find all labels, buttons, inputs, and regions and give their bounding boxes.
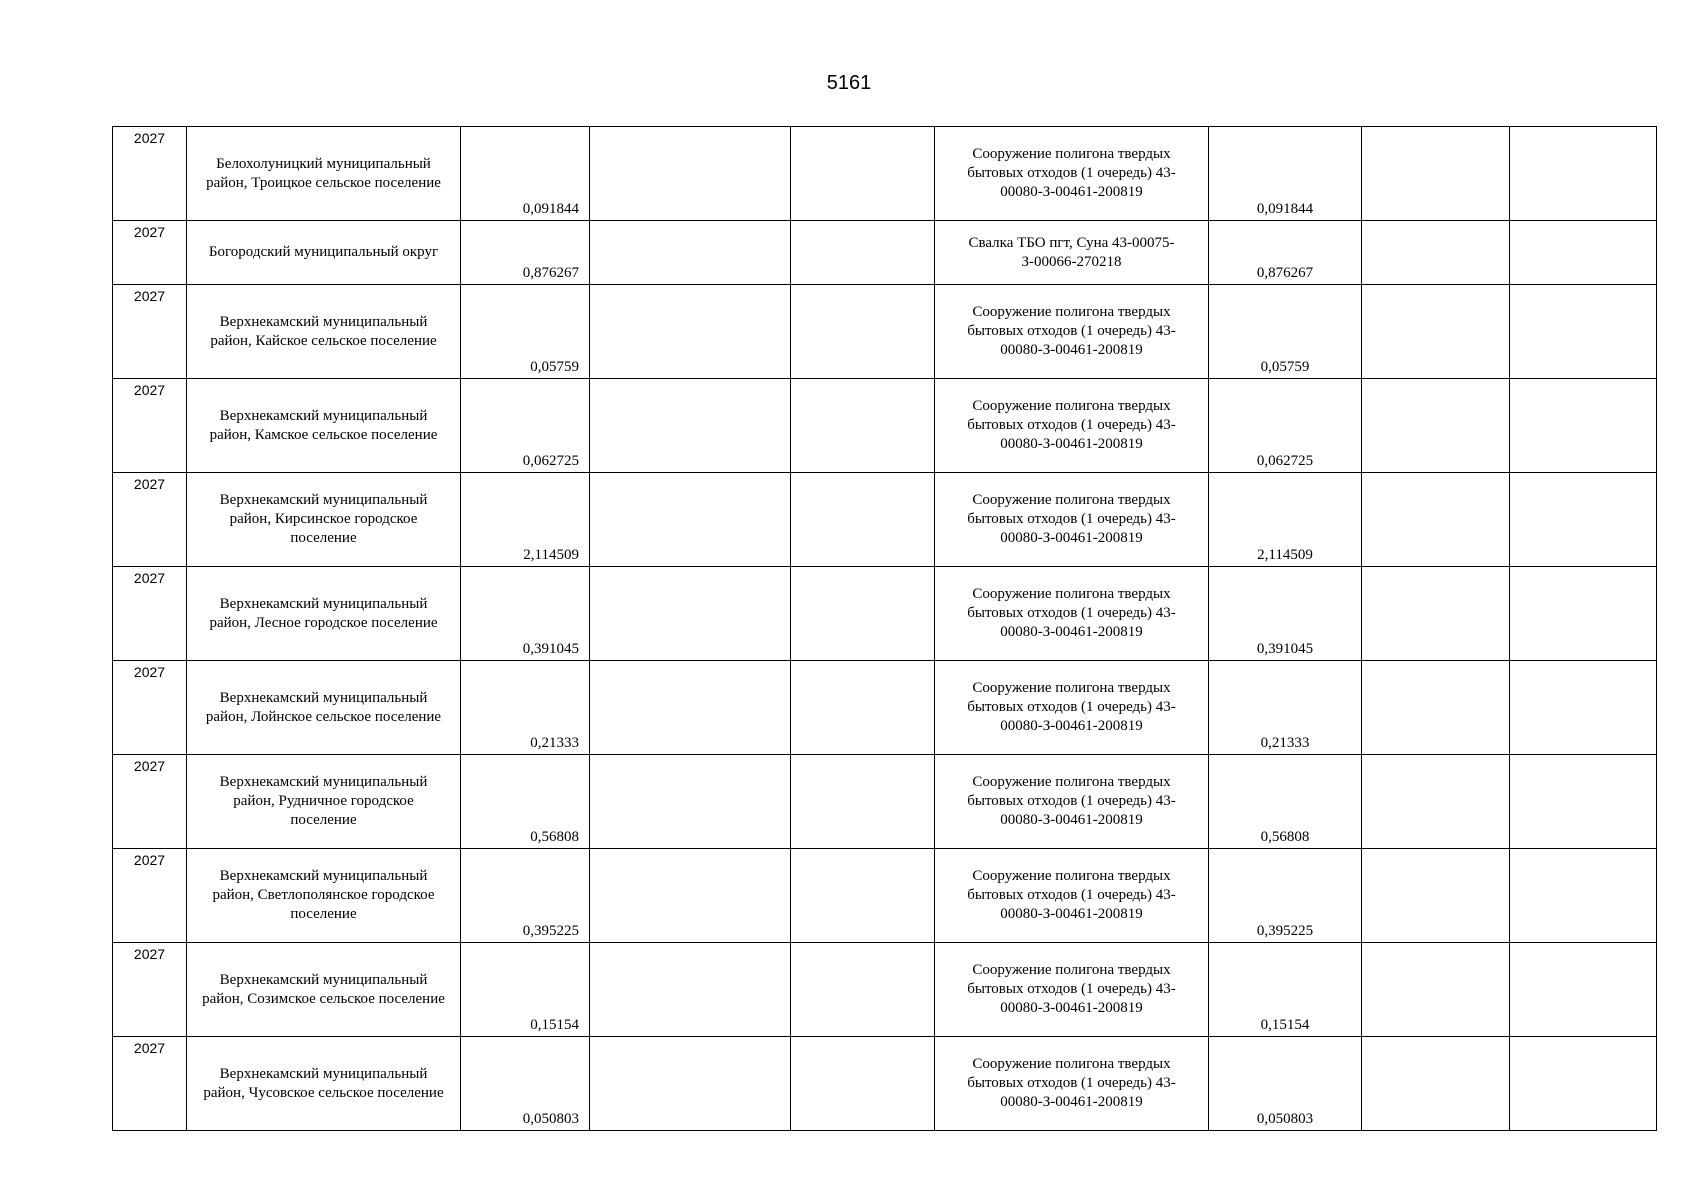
value2-cell: 0,391045 xyxy=(1209,567,1362,661)
empty-cell xyxy=(791,473,935,567)
table-row xyxy=(113,473,1657,567)
municipality-cell: Верхнекамский муниципальный район, Лойнское сельское поселение xyxy=(187,661,461,755)
empty-cell xyxy=(590,473,791,567)
table-row xyxy=(113,1037,1657,1131)
value2-cell: 0,05759 xyxy=(1209,285,1362,379)
empty-cell xyxy=(590,661,791,755)
value2-cell: 2,114509 xyxy=(1209,473,1362,567)
year-cell: 2027 xyxy=(113,849,187,943)
empty-cell xyxy=(590,755,791,849)
value-cell: 0,15154 xyxy=(461,943,590,1037)
municipality-cell: Верхнекамский муниципальный район, Лесное городское поселение xyxy=(187,567,461,661)
value-cell: 0,05759 xyxy=(461,285,590,379)
year-cell: 2027 xyxy=(113,473,187,567)
empty-cell xyxy=(1362,567,1510,661)
empty-cell xyxy=(1510,1037,1657,1131)
table-row xyxy=(113,943,1657,1037)
value2-cell: 0,062725 xyxy=(1209,379,1362,473)
value2-cell: 0,091844 xyxy=(1209,127,1362,221)
value-cell: 0,21333 xyxy=(461,661,590,755)
empty-cell xyxy=(1362,473,1510,567)
value2-cell: 0,15154 xyxy=(1209,943,1362,1037)
value2-cell: 0,395225 xyxy=(1209,849,1362,943)
empty-cell xyxy=(791,221,935,285)
value2-cell: 0,876267 xyxy=(1209,221,1362,285)
empty-cell xyxy=(1510,849,1657,943)
empty-cell xyxy=(1510,755,1657,849)
value-cell: 0,091844 xyxy=(461,127,590,221)
value-cell: 0,395225 xyxy=(461,849,590,943)
municipality-cell: Белохолуницкий муниципальный район, Троицкое сельское поселение xyxy=(187,127,461,221)
municipality-cell: Верхнекамский муниципальный район, Светлополянское городское поселение xyxy=(187,849,461,943)
page-number: 5161 xyxy=(826,72,872,94)
year-cell: 2027 xyxy=(113,755,187,849)
empty-cell xyxy=(1362,755,1510,849)
value2-cell: 0,21333 xyxy=(1209,661,1362,755)
empty-cell xyxy=(590,567,791,661)
empty-cell xyxy=(1510,661,1657,755)
empty-cell xyxy=(1362,221,1510,285)
data-table-container xyxy=(112,126,1656,1131)
empty-cell xyxy=(791,127,935,221)
empty-cell xyxy=(1362,127,1510,221)
empty-cell xyxy=(1362,849,1510,943)
facility-cell: Сооружение полигона твердых бытовых отходов (1 очередь) 43-00080-З-00461-200819 xyxy=(935,849,1209,943)
empty-cell xyxy=(1510,127,1657,221)
year-cell: 2027 xyxy=(113,943,187,1037)
value-cell: 0,876267 xyxy=(461,221,590,285)
table-row xyxy=(113,567,1657,661)
value-cell: 2,114509 xyxy=(461,473,590,567)
facility-cell: Сооружение полигона твердых бытовых отходов (1 очередь) 43-00080-З-00461-200819 xyxy=(935,943,1209,1037)
empty-cell xyxy=(1510,473,1657,567)
empty-cell xyxy=(1510,567,1657,661)
facility-cell: Сооружение полигона твердых бытовых отходов (1 очередь) 43-00080-З-00461-200819 xyxy=(935,473,1209,567)
value2-cell: 0,56808 xyxy=(1209,755,1362,849)
empty-cell xyxy=(590,127,791,221)
empty-cell xyxy=(590,1037,791,1131)
empty-cell xyxy=(1362,285,1510,379)
empty-cell xyxy=(1510,379,1657,473)
municipality-cell: Верхнекамский муниципальный район, Кайское сельское поселение xyxy=(187,285,461,379)
empty-cell xyxy=(791,661,935,755)
facility-cell: Свалка ТБО пгт, Суна 43-00075-З-00066-270218 xyxy=(935,221,1209,285)
empty-cell xyxy=(791,567,935,661)
empty-cell xyxy=(590,379,791,473)
empty-cell xyxy=(791,849,935,943)
empty-cell xyxy=(1510,285,1657,379)
table-body xyxy=(113,127,1657,1131)
municipality-cell: Верхнекамский муниципальный район, Камское сельское поселение xyxy=(187,379,461,473)
facility-cell: Сооружение полигона твердых бытовых отходов (1 очередь) 43-00080-З-00461-200819 xyxy=(935,127,1209,221)
table-row xyxy=(113,285,1657,379)
year-cell: 2027 xyxy=(113,661,187,755)
empty-cell xyxy=(1362,661,1510,755)
empty-cell xyxy=(791,755,935,849)
empty-cell xyxy=(590,285,791,379)
value-cell: 0,391045 xyxy=(461,567,590,661)
year-cell: 2027 xyxy=(113,379,187,473)
value-cell: 0,050803 xyxy=(461,1037,590,1131)
municipality-cell: Верхнекамский муниципальный район, Рудничное городское поселение xyxy=(187,755,461,849)
empty-cell xyxy=(1362,379,1510,473)
empty-cell xyxy=(1362,943,1510,1037)
value-cell: 0,56808 xyxy=(461,755,590,849)
empty-cell xyxy=(791,285,935,379)
empty-cell xyxy=(1362,1037,1510,1131)
empty-cell xyxy=(590,221,791,285)
empty-cell xyxy=(590,943,791,1037)
empty-cell xyxy=(791,943,935,1037)
value2-cell: 0,050803 xyxy=(1209,1037,1362,1131)
value-cell: 0,062725 xyxy=(461,379,590,473)
empty-cell xyxy=(590,849,791,943)
municipality-cell: Верхнекамский муниципальный район, Созимское сельское поселение xyxy=(187,943,461,1037)
table-row xyxy=(113,221,1657,285)
data-table xyxy=(112,126,1657,1131)
year-cell: 2027 xyxy=(113,567,187,661)
municipality-cell: Богородский муниципальный округ xyxy=(187,221,461,285)
empty-cell xyxy=(1510,943,1657,1037)
facility-cell: Сооружение полигона твердых бытовых отходов (1 очередь) 43-00080-З-00461-200819 xyxy=(935,379,1209,473)
municipality-cell: Верхнекамский муниципальный район, Чусовское сельское поселение xyxy=(187,1037,461,1131)
table-row xyxy=(113,127,1657,221)
facility-cell: Сооружение полигона твердых бытовых отходов (1 очередь) 43-00080-З-00461-200819 xyxy=(935,755,1209,849)
facility-cell: Сооружение полигона твердых бытовых отходов (1 очередь) 43-00080-З-00461-200819 xyxy=(935,285,1209,379)
year-cell: 2027 xyxy=(113,127,187,221)
year-cell: 2027 xyxy=(113,221,187,285)
facility-cell: Сооружение полигона твердых бытовых отходов (1 очередь) 43-00080-З-00461-200819 xyxy=(935,1037,1209,1131)
table-row xyxy=(113,661,1657,755)
year-cell: 2027 xyxy=(113,1037,187,1131)
facility-cell: Сооружение полигона твердых бытовых отходов (1 очередь) 43-00080-З-00461-200819 xyxy=(935,661,1209,755)
facility-cell: Сооружение полигона твердых бытовых отходов (1 очередь) 43-00080-З-00461-200819 xyxy=(935,567,1209,661)
empty-cell xyxy=(1510,221,1657,285)
empty-cell xyxy=(791,1037,935,1131)
municipality-cell: Верхнекамский муниципальный район, Кирсинское городское поселение xyxy=(187,473,461,567)
empty-cell xyxy=(791,379,935,473)
table-row xyxy=(113,755,1657,849)
table-row xyxy=(113,379,1657,473)
year-cell: 2027 xyxy=(113,285,187,379)
table-row xyxy=(113,849,1657,943)
